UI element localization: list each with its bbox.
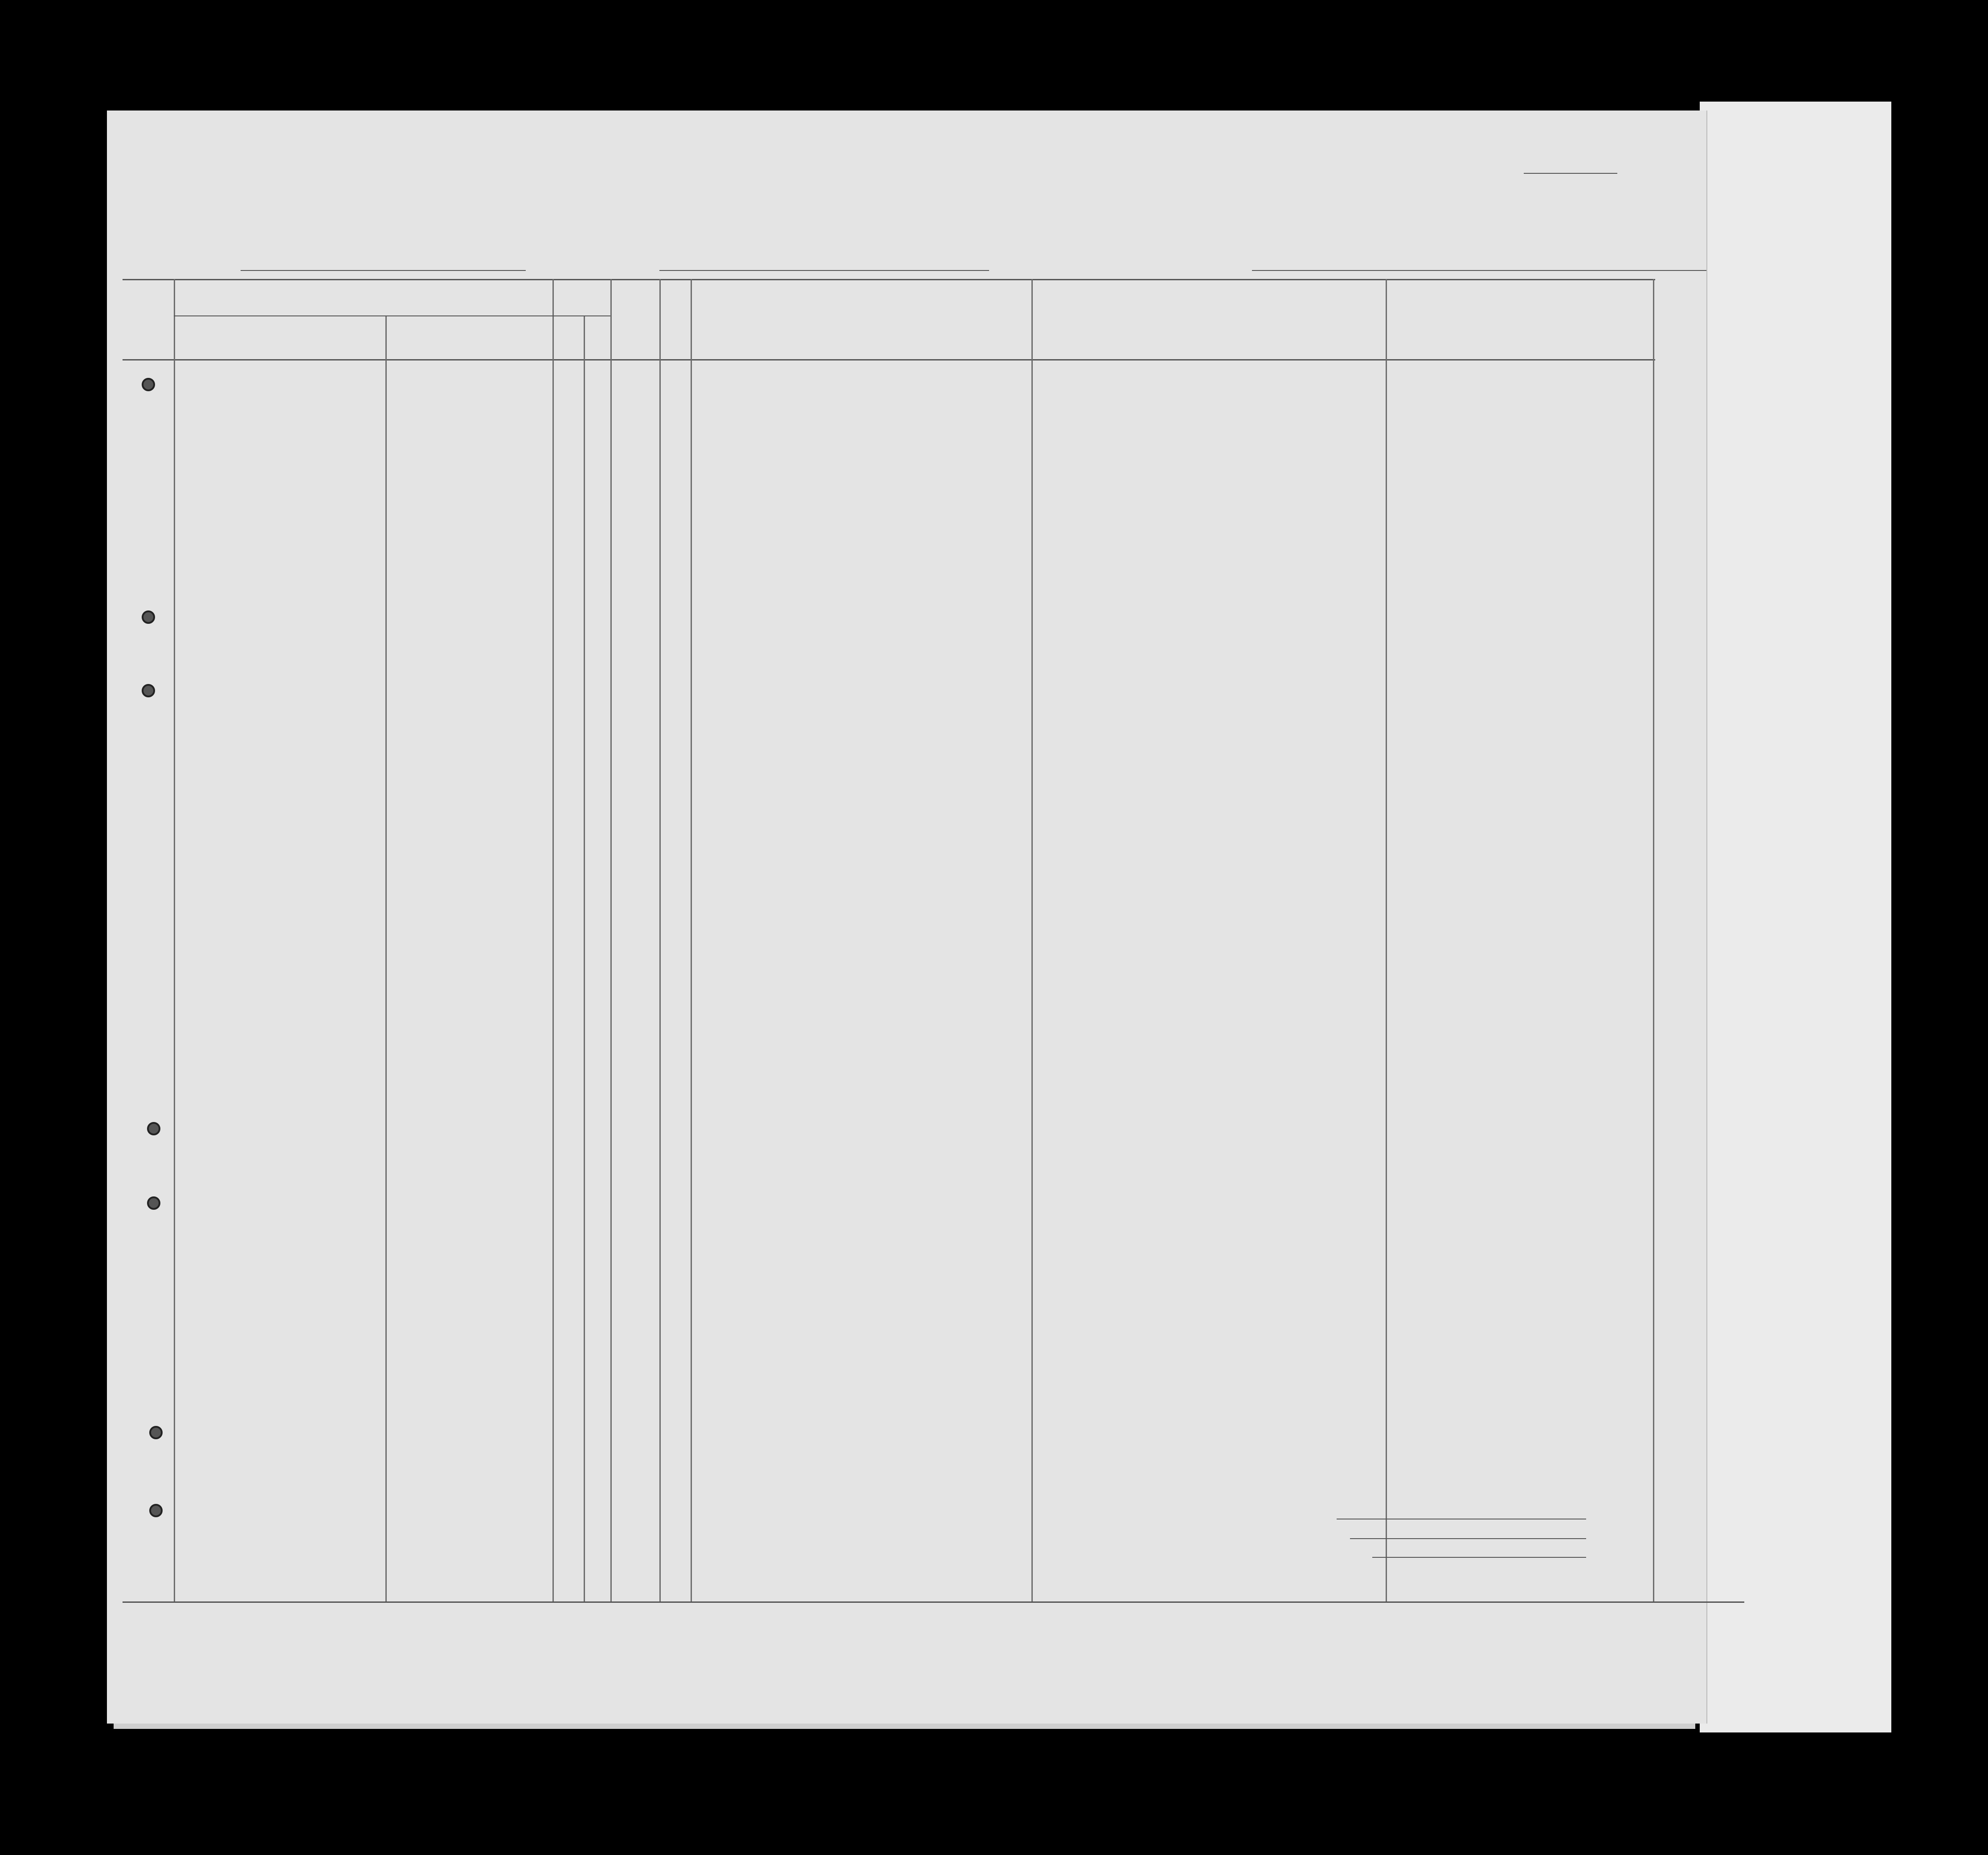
- binder-hole: [149, 1504, 163, 1517]
- column-divider: [385, 315, 387, 1601]
- column-divider: [691, 279, 692, 1601]
- arrival-line: [1252, 270, 1706, 271]
- binder-hole: [147, 1196, 160, 1210]
- column-divider: [659, 279, 661, 1601]
- number-line: [1524, 173, 1617, 174]
- column-divider: [552, 279, 554, 1601]
- table-bottom-rule: [123, 1601, 1744, 1603]
- manifest-sheet: [107, 111, 1707, 1724]
- binder-hole: [142, 610, 155, 624]
- name-subheader-rule: [174, 315, 552, 316]
- table-top-rule: [123, 279, 1655, 280]
- binder-hole: [142, 378, 155, 391]
- binder-hole: [149, 1426, 163, 1439]
- owners-underline: [1350, 1538, 1586, 1539]
- column-divider: [1386, 279, 1387, 1601]
- column-divider: [174, 279, 175, 1601]
- ship-line: [241, 270, 526, 271]
- column-divider: [584, 315, 585, 1601]
- column-divider: [1031, 279, 1033, 1601]
- agents-underline: [1372, 1557, 1586, 1558]
- column-divider: [1653, 279, 1654, 1601]
- from-line: [659, 270, 989, 271]
- age-subheader-rule: [552, 315, 610, 316]
- column-divider: [610, 279, 612, 1601]
- table-header-rule: [123, 359, 1655, 360]
- binder-hole: [142, 684, 155, 697]
- binder-hole: [147, 1122, 160, 1135]
- adjacent-sheet: [1700, 102, 1891, 1732]
